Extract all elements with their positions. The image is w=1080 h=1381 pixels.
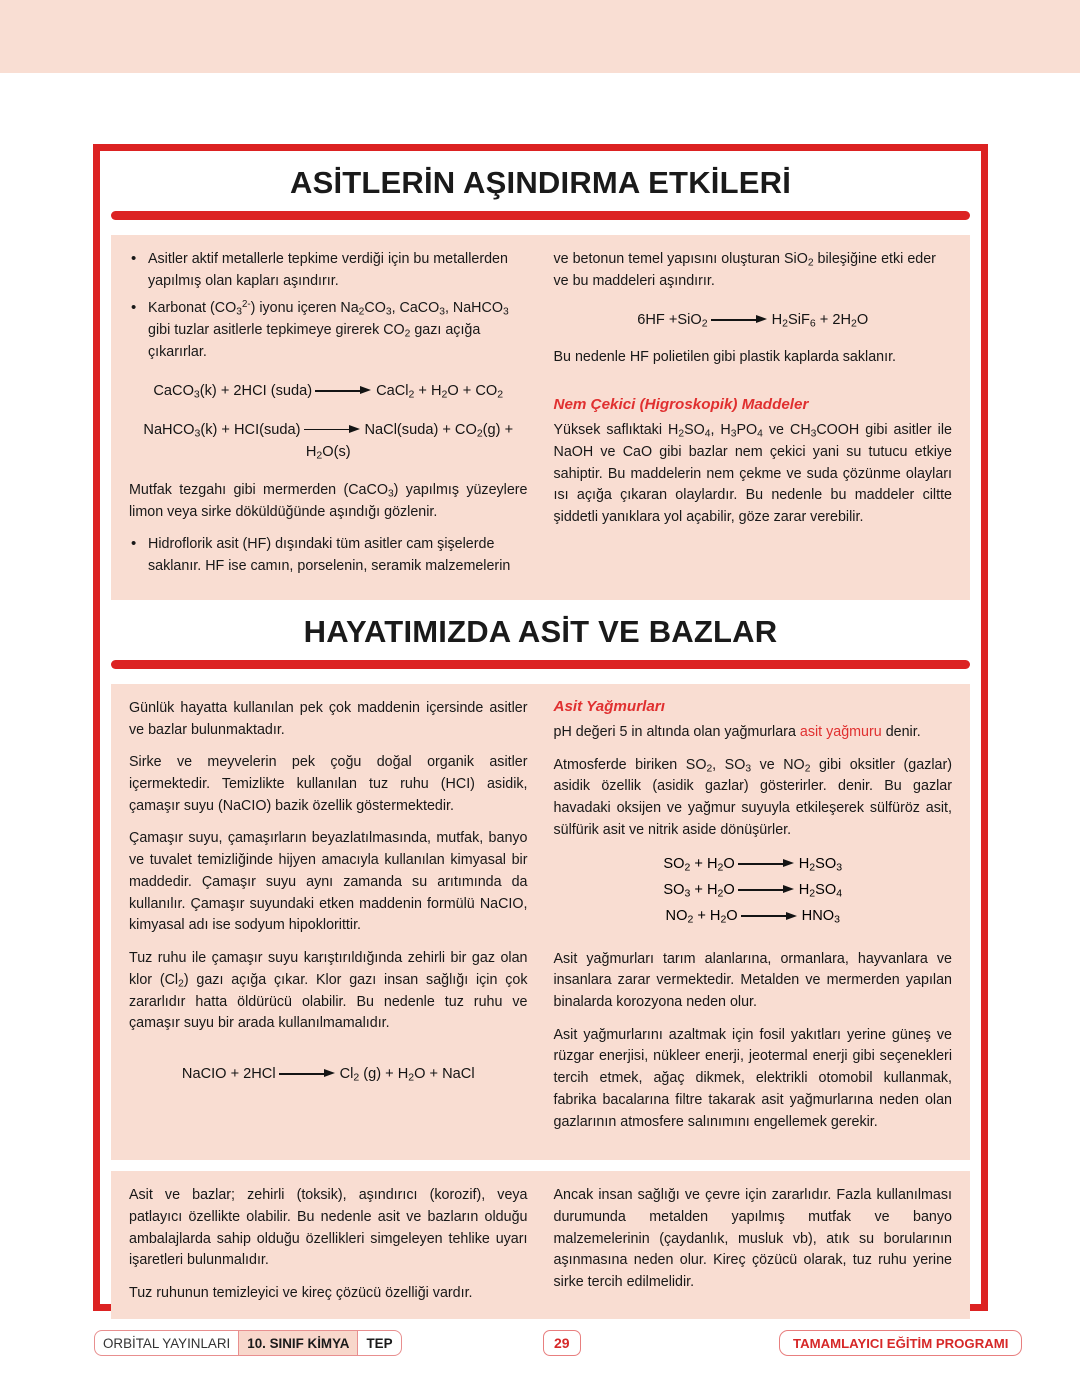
bottom-panel-left-column xyxy=(129,1185,528,1305)
reaction-arrow-icon xyxy=(304,425,362,435)
paragraph-polietilen: Bu nedenle HF polietilen gibi plastik kaplarda saklanır. xyxy=(553,349,897,366)
list-item: • Karbonat $(CO_3^{2-})$ iyonu içeren $Na_2CO_3$, CaCO$_3$, NaHCO$_3$ gibi tuzlar asitlerle tepkimeye girerek $CO_2$ gazı açığa çıkarırlar. xyxy=(129,298,528,364)
equation-no2: $NO_2 + H_2O$ $HNO_3$ xyxy=(665,908,840,926)
section-1-right-column xyxy=(554,249,953,584)
section-title-1: ASİTLERİN AŞINDIRMA ETKİLERİ xyxy=(289,165,792,200)
ph-text-post: denir. xyxy=(881,723,921,740)
list-item: • Asitler aktif metallerle tepkime verdiği için bu metallerden yapılmış olan kapları aşındırır. xyxy=(129,249,528,292)
section-2-right-column xyxy=(554,698,953,1144)
program-name: TAMAMLAYICI EĞİTİM PROGRAMI xyxy=(793,1335,1009,1351)
page-footer xyxy=(0,1327,1080,1361)
section-divider-2 xyxy=(111,660,970,669)
equation-so2: $SO_2 + H_2O$ $H_2SO_3$ xyxy=(663,855,843,873)
equation-group-asit-yagmuru xyxy=(554,856,953,926)
program-badge xyxy=(779,1330,1022,1356)
section-divider-1 xyxy=(111,211,970,220)
paragraph-beton: ve betonun temel yapısını oluşturan SiO$_2$ bileşiğine etki eder ve bu maddeleri aşındırır. xyxy=(553,251,936,289)
section-asitlerin-asindirma-etkileri xyxy=(100,151,981,600)
paragraph-azaltmak: Asit yağmurlarını azaltmak için fosil yakıtları yerine güneş ve rüzgar enerjisi, nükleer enerji, jeotermal enerji gibi seçenekleri tercih etmek, ağaç dikmek, elektrikli otomobil kullanmak, fabrika bacalarına filtre takarak asit yağmurlarına neden olan gazlarının atmosfere salınımını engellemek gerekir. xyxy=(553,1026,952,1130)
reaction-arrow-icon xyxy=(738,885,796,895)
equation-so3: $SO_3 + H_2O$ $H_2SO_4$ xyxy=(663,881,843,900)
paragraph-mutfak: Mutfak tezgahı gibi mermerden (CaCO$_3$) yapılmış yüzeylere limon veya sirke döküldüğünde aşındığı gözlenir. xyxy=(129,481,528,520)
bullet-list-1 xyxy=(129,249,528,364)
course-code: TEP xyxy=(366,1335,393,1351)
paragraph-tarim-alanlari: Asit yağmurları tarım alanlarına, ormanlara, hayvanlara ve insanlara zarar vermektedir. Metalden ve mermerden yapılan binalarda korozyona neden olur. xyxy=(553,950,952,1010)
equation-nahco3: NaHCO$_3$(k) + HCI(suda) NaCl(suda) + $CO_2(g)$ + $H_2O(s)$ xyxy=(143,421,514,462)
equation-hf-sio2: 6HF +SiO$_2$ $H_2SiF_6 + 2H_2O$ xyxy=(637,311,869,329)
paragraph-atmosferde: Atmosferde biriken $SO_2$, $SO_3$ ve $NO_2$ gibi oksitler (gazlar) asidik özellik (asidik gazlar) gösterirler. denir. Bu gazlar havadaki oksijen ve yağmur suyuyla etkileşerek sülfüröz asit, sülfürik asit ve nitrik aside dönüşürler. xyxy=(553,756,953,838)
paragraph-gunluk-hayat: Günlük hayatta kullanılan pek çok maddenin içersinde asitler ve bazlar bulunmaktadır. xyxy=(129,699,528,738)
publisher-badge xyxy=(94,1330,402,1356)
section-title-2: HAYATIMIZDA ASİT VE BAZLAR xyxy=(303,613,778,649)
paragraph-zehirli: Asit ve bazlar; zehirli (toksik), aşındırıcı (korozif), veya patlayıcı özellikte olabilir. Bu nedenle asit ve bazların olduğu ambalajlarda sahip olduğu özellikleri simgeleyen tehlike uyarı işaretleri bulunmalıdır. xyxy=(129,1187,528,1269)
section-1-left-column xyxy=(129,249,528,584)
paragraph-ph-degeri xyxy=(554,722,953,744)
section-2-left-column xyxy=(129,698,528,1144)
content-frame xyxy=(93,144,988,1311)
publisher-name: ORBİTAL YAYINLARI xyxy=(103,1335,231,1351)
course-name: 10. SINIF KİMYA xyxy=(238,1331,358,1355)
page-number: 29 xyxy=(554,1335,570,1351)
section-hayatimizda-asit-ve-bazlar xyxy=(100,600,981,1319)
subheading-asit-yagmurlari: Asit Yağmurları xyxy=(553,697,665,715)
paragraph-camasir-suyu: Çamaşır suyu, çamaşırların beyazlatılmasında, mutfak, banyo ve tuvalet temizliğinde hijyen amacıyla kullanılan kimyasal bir maddedir. Çamaşır suyu aynı zamanda su arıtımında da kullanılır. Çamaşır suyundaki etken maddenin formülü NaCIO, kimyasal adı ise sodyum hipoklorittir. xyxy=(129,830,528,934)
top-decorative-band xyxy=(0,0,1080,73)
paragraph-sirke: Sirke ve meyvelerin pek çoğu doğal organik asitler içermektedir. Temizlikte kullanılan tuz ruhu (HCI) asidik, çamaşır suyu (NaCIO) bazik özellik göstermektedir. xyxy=(129,754,528,814)
page-number-badge xyxy=(543,1330,581,1356)
list-item: • Hidroflorik asit (HF) dışındaki tüm asitler cam şişelerde saklanır. HF ise camın, porselenin, seramik malzemelerin xyxy=(129,534,528,577)
paragraph-tuz-ruhu-temizleyici: Tuz ruhunun temizleyici ve kireç çözücü özelliği vardır. xyxy=(129,1285,473,1302)
paragraph-tuz-ruhu: Tuz ruhu ile çamaşır suyu karıştırıldığında zehirli bir gaz olan klor $(Cl_2)$ gazı açığa çıkar. Klor gazı insan sağlığı için çok zararlıdır hatta öldürücü olabilir. Bu nedenle tuz ruhu ve çamaşır suyu bir arada kullanılmamalıdır. xyxy=(129,950,528,1032)
ph-text-pre: pH değeri 5 in altında olan yağmurlara xyxy=(553,723,800,740)
reaction-arrow-icon xyxy=(741,911,799,921)
reaction-arrow-icon xyxy=(315,386,373,396)
section-2-panel xyxy=(111,684,970,1160)
section-1-panel xyxy=(111,235,970,600)
reaction-arrow-icon xyxy=(711,315,769,325)
highlight-asit-yagmuru: asit yağmuru xyxy=(799,723,882,740)
paragraph-higroskopik: Yüksek saflıktaki $H_2SO_4$, $H_3PO_4$ ve $CH_3COOH$ gibi asitler ile NaOH ve CaO gibi bazlar nem çekici yani su tutucu etkiye sahiptir. Bu maddelerin nem çekme ve suda çözünme olayları ısı açığa çıkaran olaylardır. Bu nedenle bu maddeler ciltte şiddetli yanıklara yol açabilir, göze zarar verebilir. xyxy=(553,421,952,525)
section-2-bottom-panel xyxy=(111,1171,970,1319)
bullet-list-2 xyxy=(129,534,528,577)
reaction-arrow-icon xyxy=(279,1069,337,1079)
bottom-panel-right-column xyxy=(554,1185,953,1305)
paragraph-ancak-insan: Ancak insan sağlığı ve çevre için zararlıdır. Fazla kullanılması durumunda metalden yapılmış mutfak ve banyo malzemelerinin (çaydanlık, musluk vb), atık su borularının aşınmasına neden olur. Kireç çözücü olarak, tuz ruhu yerine sirke tercih edilmelidir. xyxy=(553,1187,952,1291)
equation-nacio: NaCIO + 2HCl $Cl_2$ $(g) + H_2O$ + NaCl xyxy=(181,1066,475,1084)
equation-caco3: CaCO$_3$(k) + 2HCI (suda) CaCl$_2$ + $H_2O + CO_2$ xyxy=(153,382,504,401)
subheading-nem-cekici: Nem Çekici (Higroskopik) Maddeler xyxy=(553,395,809,413)
reaction-arrow-icon xyxy=(738,859,796,869)
